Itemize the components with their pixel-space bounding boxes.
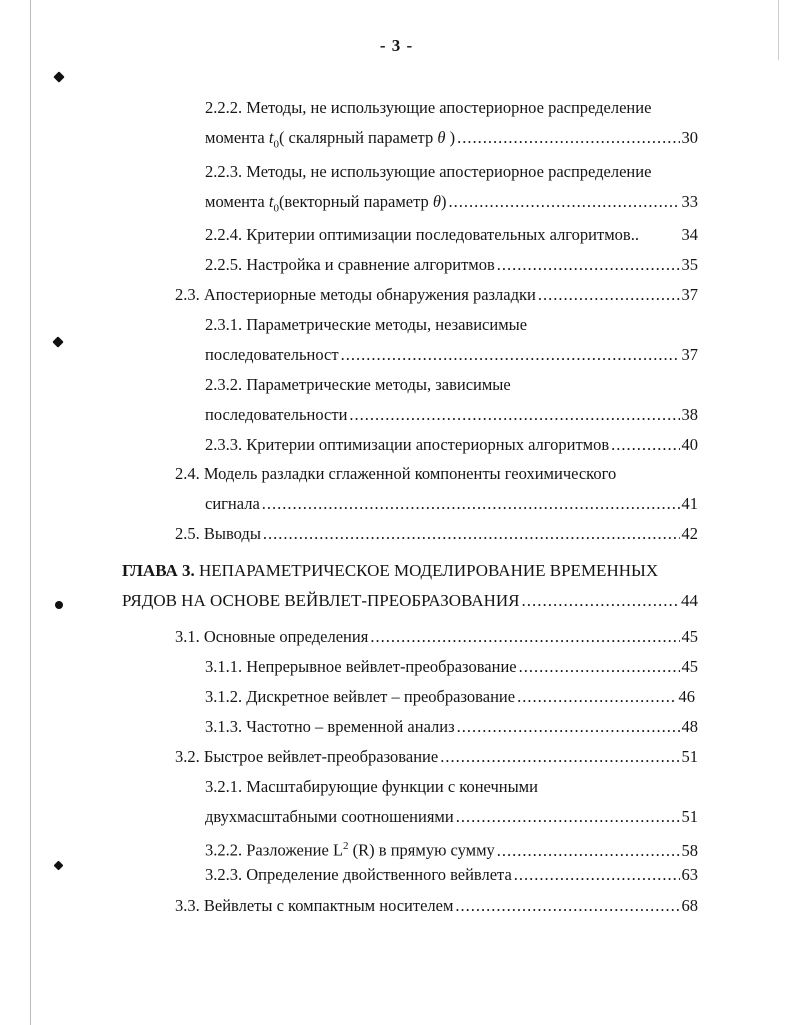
dot-leader (497, 840, 680, 862)
toc-entry-title: 2.2.5. Настройка и сравнение алгоритмов (205, 255, 495, 274)
toc-page-number: 38 (681, 405, 698, 424)
toc-entry-title: 2.2.3. Методы, не использующие апостериорное распределение (205, 162, 652, 181)
dot-leader (455, 895, 679, 917)
toc-chapter-3-line1 (122, 560, 658, 582)
toc-entry-title: момента $t_0$( скалярный параметр θ ) (205, 128, 456, 151)
page-number: - 3 - (379, 36, 414, 55)
toc-page-number: 68 (681, 896, 698, 915)
toc-entry-title: 3.2.2. Разложение $L^2$ (R) в прямую сумму (205, 840, 495, 860)
toc-entry-3-1-1 (205, 656, 698, 678)
toc-entry-2-3-1-line1 (205, 314, 527, 336)
dot-leader (611, 434, 679, 456)
toc-page-number: 46 (678, 687, 695, 706)
toc-entry-title: 3.3. Вейвлеты с компактным носителем (175, 896, 454, 915)
toc-entry-2-3-2-line2 (205, 404, 698, 426)
chapter-title: РЯДОВ НА ОСНОВЕ ВЕЙВЛЕТ-ПРЕОБРАЗОВАНИЯ (122, 591, 520, 610)
toc-entry-title: 2.3.1. Параметрические методы, независимые (205, 315, 528, 334)
binder-hole-mark (55, 601, 63, 609)
toc-page-number: 33 (681, 192, 698, 211)
toc-entry-title: 2.2.4. Критерии оптимизации последовательных алгоритмов.. (205, 225, 639, 244)
toc-entry-2-3 (175, 284, 698, 306)
chapter-label: ГЛАВА 3. (122, 561, 195, 580)
toc-entry-2-2-3-line2 (205, 191, 698, 219)
dot-leader (440, 746, 679, 768)
dot-leader (341, 344, 680, 366)
toc-entry-title: 3.2.1. Масштабирующие функции с конечными (205, 777, 538, 796)
toc-entry-3-2-2 (205, 835, 698, 862)
toc-entry-2-4-line1 (175, 463, 616, 485)
toc-entry-title: 2.5. Выводы (175, 524, 261, 543)
toc-entry-title: 3.1.1. Непрерывное вейвлет-преобразование (205, 657, 517, 676)
scan-edge-line (778, 0, 779, 60)
dot-leader (457, 127, 679, 149)
toc-entry-2-5 (175, 523, 698, 545)
toc-entry-3-3 (175, 895, 698, 917)
dot-leader (370, 626, 679, 648)
toc-entry-title: 2.3.2. Параметрические методы, зависимые (205, 375, 511, 394)
toc-page-number: 44 (681, 591, 698, 610)
toc-entry-title: 3.1. Основные определения (175, 627, 369, 646)
toc-entry-2-3-3 (205, 434, 698, 456)
toc-entry-3-2-3 (205, 864, 698, 886)
toc-page-number: 34 (681, 225, 698, 244)
dot-leader (522, 590, 679, 612)
toc-entry-title: сигнала (205, 494, 260, 513)
toc-entry-3-2-1-line1 (205, 776, 538, 798)
toc-page-number: 42 (681, 524, 698, 543)
toc-entry-3-1-3 (205, 716, 698, 738)
toc-entry-2-2-2-line1 (205, 97, 651, 119)
toc-page-number: 51 (681, 807, 698, 826)
toc-entry-title: 3.2. Быстрое вейвлет-преобразование (175, 747, 439, 766)
toc-chapter-3-line2 (122, 590, 698, 612)
toc-page-number: 45 (681, 657, 698, 676)
dot-leader (457, 716, 680, 738)
toc-page-number: 45 (681, 627, 698, 646)
dot-leader (262, 493, 680, 515)
dot-leader (517, 686, 676, 708)
toc-entry-2-3-1-line2 (205, 344, 698, 366)
toc-entry-2-2-2-line2 (205, 127, 698, 155)
toc-page-number: 35 (681, 255, 698, 274)
toc-page-number: 37 (681, 345, 698, 364)
dot-leader (497, 254, 680, 276)
toc-page-number: 37 (681, 285, 698, 304)
toc-entry-3-1 (175, 626, 698, 648)
toc-page-number: 63 (681, 865, 698, 884)
chapter-title: НЕПАРАМЕТРИЧЕСКОЕ МОДЕЛИРОВАНИЕ ВРЕМЕННЫХ (194, 561, 659, 580)
toc-entry-2-4-line2 (205, 493, 698, 515)
toc-entry-3-1-2 (205, 686, 695, 708)
toc-entry-title: последовательност (205, 345, 339, 364)
toc-entry-3-2-1-line2 (205, 806, 698, 828)
toc-entry-title: последовательности (205, 405, 348, 424)
toc-entry-title: 3.1.3. Частотно – временной анализ (205, 717, 455, 736)
toc-entry-3-2 (175, 746, 698, 768)
dot-leader (349, 404, 679, 426)
dot-leader (456, 806, 680, 828)
toc-entry-2-2-3-line1 (205, 161, 651, 183)
dot-leader (263, 523, 680, 545)
dot-leader (449, 191, 680, 213)
dot-leader (538, 284, 680, 306)
dot-leader (519, 656, 680, 678)
toc-page-number: 51 (681, 747, 698, 766)
toc-entry-title: 2.3. Апостериорные методы обнаружения разладки (175, 285, 536, 304)
toc-entry-title: 3.2.3. Определение двойственного вейвлета (205, 865, 512, 884)
toc-page-number: 58 (681, 840, 698, 860)
toc-entry-2-2-5 (205, 254, 698, 276)
toc-entry-2-3-2-line1 (205, 374, 511, 396)
binder-hole-mark (54, 861, 64, 871)
toc-entry-title: момента $t_0(векторный$ параметр θ) (205, 192, 447, 215)
toc-entry-title: 3.1.2. Дискретное вейвлет – преобразование (205, 687, 516, 706)
toc-entry-title: 2.4. Модель разладки сглаженной компоненты геохимического (175, 464, 617, 483)
toc-page-number: 40 (681, 435, 698, 454)
toc-page-number: 41 (681, 494, 698, 513)
toc-entry-title: 2.3.3. Критерии оптимизации апостериорных алгоритмов (205, 435, 610, 454)
toc-entry-2-2-4 (205, 224, 698, 246)
binder-hole-mark (53, 71, 64, 82)
binder-hole-mark (52, 336, 63, 347)
toc-page-number: 48 (681, 717, 698, 736)
toc-entry-title: двухмасштабными соотношениями (205, 807, 454, 826)
toc-page-number: 30 (681, 128, 698, 147)
dot-leader (514, 864, 680, 886)
scan-edge-line (30, 0, 31, 1025)
toc-entry-title: 2.2.2. Методы, не использующие апостериорное распределение (205, 98, 652, 117)
